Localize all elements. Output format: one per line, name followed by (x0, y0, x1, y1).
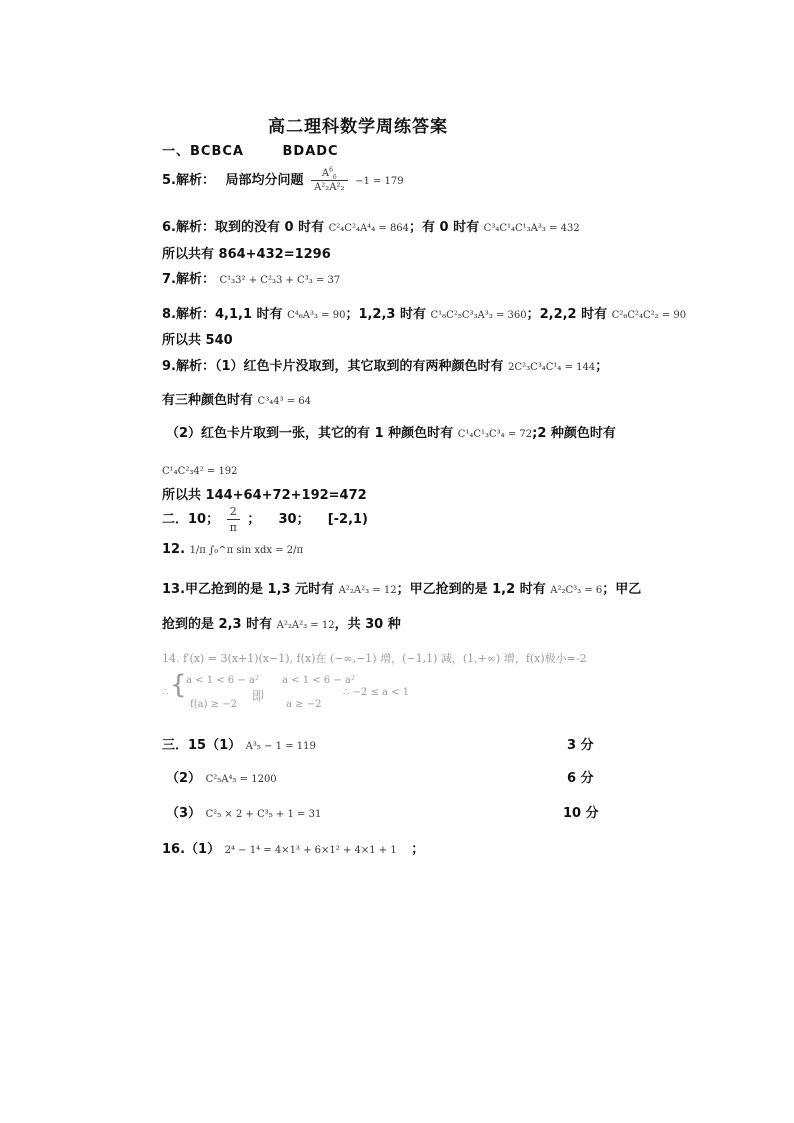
q6-solution (162, 216, 580, 235)
q15-formula-2: C²₅A⁴₅ = 1200 (205, 774, 277, 785)
section-2-label: 二．10； (162, 512, 220, 527)
q15-label-3: （3） (166, 806, 202, 821)
q13-formula-1: A²₂A²₃ = 12 (338, 585, 397, 596)
q13-text-3: ；甲乙 (602, 582, 642, 597)
q9-formula-2: C³₄4³ = 64 (257, 396, 312, 407)
q14-conclusion: ∴ −2 ≤ a < 1 (343, 687, 410, 698)
q5-den: A²₂A²₂ (314, 182, 345, 193)
q14-therefore: ∴ (162, 687, 169, 698)
q9-sum: 所以共 144+64+72+192=472 (162, 488, 367, 503)
q12-label: 12. (162, 542, 186, 557)
q6-formula-2: C³₄C¹₄C¹₃A³₃ = 432 (483, 223, 580, 234)
q9-part-2 (166, 422, 616, 441)
q14-dcond-2: a ≥ −2 (286, 699, 322, 710)
q15-formula-3: C²₅ × 2 + C³₅ + 1 = 31 (205, 809, 322, 820)
q9-formula-3: C¹₄C¹₃C³₄ = 72 (457, 429, 533, 440)
q9-label: 9.解析： (162, 359, 215, 374)
q5-num-sup: 6 (329, 166, 333, 174)
q9-text-4: ;2 种颜色时有 (532, 426, 616, 441)
q8-formula-1: C⁴₆A³₃ = 90 (287, 310, 346, 321)
q15-formula-1: A³₅ − 1 = 119 (245, 741, 316, 752)
q14-dcond-1: a < 1 < 6 − a² (282, 675, 355, 686)
section-2-num: 2 (227, 505, 240, 520)
q5-num: A (321, 168, 330, 179)
q8-text-3: ；2,2,2 时有 (526, 307, 608, 322)
q9-text-2: 有三种颜色时有 (162, 393, 254, 408)
section-2-den: π (229, 521, 237, 534)
q16-end: ； (411, 842, 425, 857)
section-1-answers-2: BDADC (282, 144, 339, 159)
q14-mid: 即 (252, 689, 265, 703)
section-2-answers (162, 505, 368, 534)
q6-text-1: 取到的没有 0 时有 (214, 220, 325, 235)
q8-label: 8.解析： (162, 307, 215, 322)
q9-part-2b (162, 459, 238, 478)
q9-part-1 (162, 355, 608, 374)
q6-sum: 所以共有 864+432=1296 (162, 247, 331, 262)
q8-sum: 所以共 540 (162, 333, 233, 348)
q6-text-2: ；有 0 时有 (409, 220, 480, 235)
q9-formula-1: 2C²₃C³₄C¹₄ = 144 (508, 362, 596, 373)
q8-formula-3: C²₆C²₄C²₂ = 90 (611, 310, 687, 321)
q9-part-1b (162, 389, 311, 408)
section-3-label: 三．15（1） (162, 738, 242, 753)
q7-formula: C¹₃3² + C²₃3 + C³₃ = 37 (219, 275, 341, 286)
q14-cond-2: f(a) ≥ −2 (190, 699, 237, 710)
q6-formula-1: C²₄C²₄A⁴₄ = 864 (328, 223, 410, 234)
q13-formula-2: A²₂C³₃ = 6 (550, 585, 603, 596)
q13-text-4: 抢到的是 2,3 时有 (162, 617, 273, 632)
q14-left-brace: { (170, 670, 187, 700)
page-title: 高二理科数学周练答案 (268, 117, 448, 137)
q15-score-2: 6 分 (567, 771, 594, 786)
section-2-fraction (227, 505, 240, 534)
q8-text-1: 4,1,1 时有 (214, 307, 283, 322)
q5-num-sub: 6 (332, 174, 337, 181)
q5-tail: −1 = 179 (355, 176, 404, 187)
q9-text-3: （2）红色卡片取到一张，其它的有 1 种颜色时有 (166, 426, 454, 441)
section-1-label: 一、BCBCA (162, 144, 244, 159)
q9-formula-4: C¹₄C²₃4² = 192 (162, 466, 238, 477)
q15-part-2 (166, 767, 277, 786)
q15-part-1 (162, 734, 316, 753)
q8-text-2: ；1,2,3 时有 (345, 307, 426, 322)
q9-punct: ； (595, 359, 609, 374)
q13-line-1 (162, 578, 641, 597)
q16-label: 16.（1） (162, 842, 221, 857)
q13-text-1: 13.甲乙抢到的是 1,3 元时有 (162, 582, 335, 597)
q5-solution (162, 168, 404, 193)
q5-text: 局部均分问题 (225, 173, 304, 188)
q6-label: 6.解析： (162, 220, 215, 235)
q15-score-3: 10 分 (563, 806, 599, 821)
q7-label: 7.解析： (162, 272, 215, 287)
q12-formula: 1/π ∫₀^π sin xdx = 2/π (189, 545, 304, 556)
q7-solution (162, 268, 340, 287)
q13-text-2: ；甲乙抢到的是 1,2 时有 (396, 582, 546, 597)
q15-label-2: （2） (166, 771, 202, 786)
q13-formula-4: A²₂A²₃ = 12 (276, 620, 335, 631)
q14-line-1: 14. f′(x) = 3(x+1)(x−1), f(x)在 (−∞,−1) 增，(−1,1) 减，(1,+∞) 增，f(x)极小=-2 (162, 652, 587, 665)
q13-line-2 (162, 613, 401, 632)
section-1-answers (162, 140, 339, 159)
q15-part-3 (166, 802, 321, 821)
q9-text-1: （1）红色卡片没取到，其它取到的有两种颜色时有 (214, 359, 504, 374)
q15-score-1: 3 分 (567, 738, 594, 753)
q13-text-5: ，共 30 种 (334, 617, 401, 632)
q16-formula: 2⁴ − 1⁴ = 4×1³ + 6×1² + 4×1 + 1 (224, 845, 397, 856)
q14-cond-1: a < 1 < 6 − a² (186, 675, 259, 686)
q12-solution (162, 542, 303, 557)
q5-label: 5.解析： (162, 173, 215, 188)
q5-fraction (311, 168, 347, 193)
q8-solution (162, 303, 686, 322)
q8-formula-2: C¹₆C²₅C³₃A³₃ = 360 (430, 310, 527, 321)
q16-part-1 (162, 838, 424, 857)
section-2-rest: ； 30； [-2,1) (247, 512, 368, 527)
